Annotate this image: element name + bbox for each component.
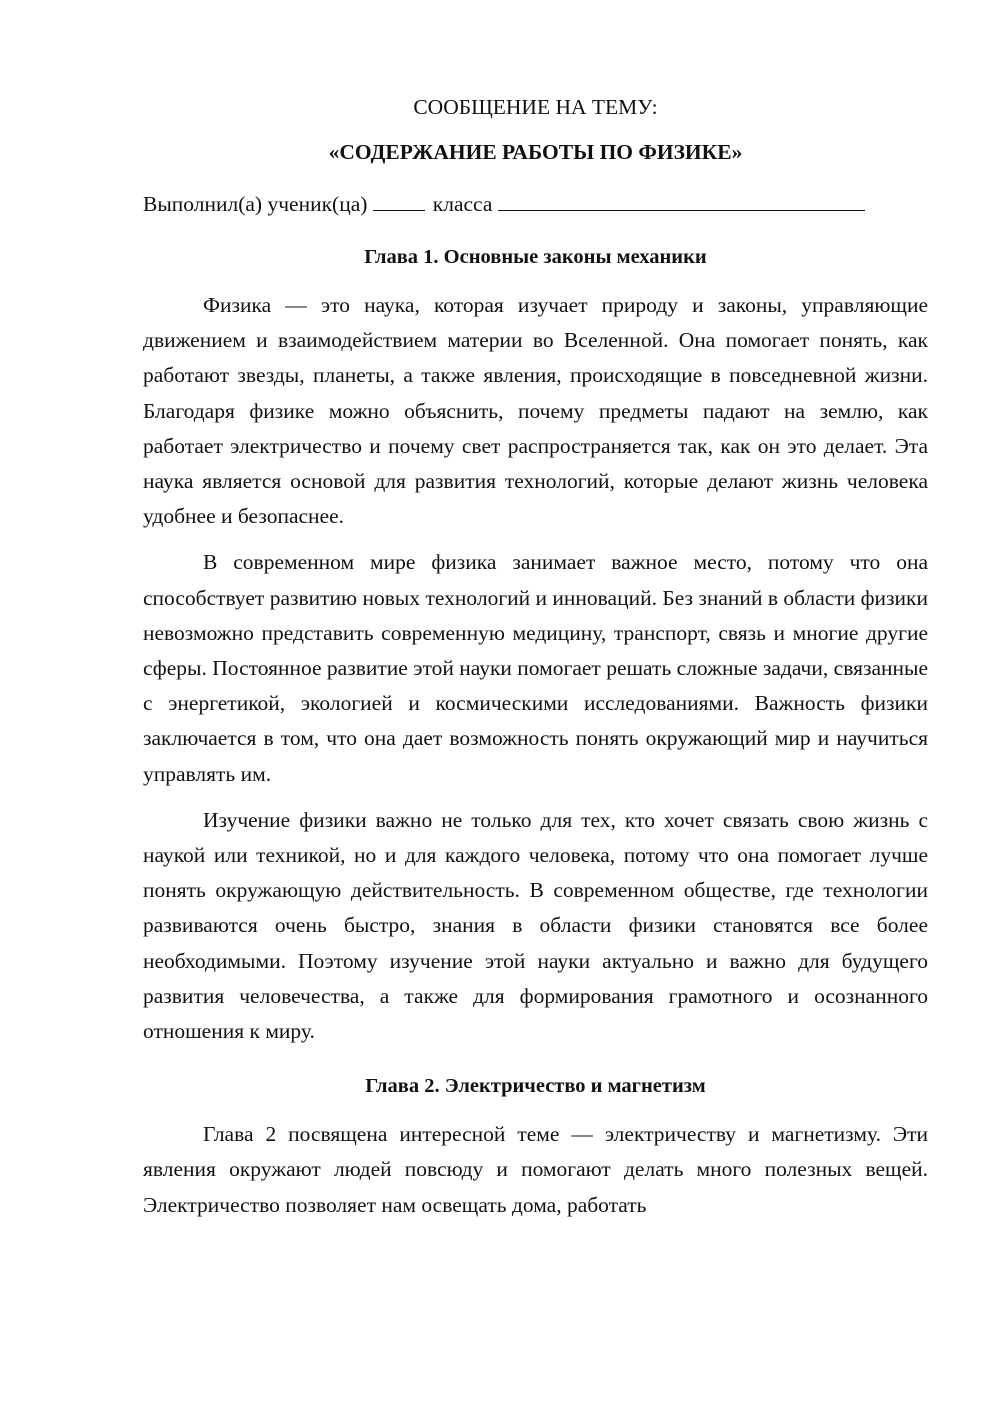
class-blank-field — [373, 190, 425, 211]
chapter-1-paragraph-2: В современном мире физика занимает важное место, потому что она способствует развитию новых технологий и инноваций. Без знаний в области физики невозможно представить современную медицину, транспорт, связь и многие другие сферы. Постоянное развитие этой науки помогает решать сложные задачи, связанные с энергетикой, экологией и космическими исследованиями. Важность физики заключается в том, что она дает возможность понять окружающий мир и научиться управлять им. — [143, 550, 928, 786]
chapter-1-paragraph-1: Физика — это наука, которая изучает природу и законы, управляющие движением и взаимодействием материи во Вселенной. Она помогает понять, как работают звезды, планеты, а также явления, происходящие в повседневной жизни. Благодаря физике можно объяснить, почему предметы падают на землю, как работает электричество и почему свет распространяется так, как он это делает. Эта наука является основой для развития технологий, которые делают жизнь человека удобнее и безопаснее. — [143, 293, 928, 529]
name-blank-field — [498, 190, 865, 211]
chapter-2-title: Глава 2. Электричество и магнетизм — [365, 1075, 706, 1098]
author-prefix: Выполнил(а) ученик(ца) — [143, 192, 368, 216]
document-subtitle: «СОДЕРЖАНИЕ РАБОТЫ ПО ФИЗИКЕ» — [328, 140, 743, 164]
author-line — [143, 189, 928, 219]
chapter-1-paragraph-3: Изучение физики важно не только для тех, кто хочет связать свою жизнь с наукой или техникой, но и для каждого человека, потому что она помогает лучше понять окружающую действительность. В современном обществе, где технологии развиваются очень быстро, знания в области физики становятся все более необходимыми. Поэтому изучение этой науки актуально и важно для будущего развития человечества, а также для формирования грамотного и осознанного отношения к миру. — [143, 807, 928, 1044]
document-title: СООБЩЕНИЕ НА ТЕМУ: — [413, 95, 658, 119]
author-class-label: класса — [432, 192, 493, 216]
chapter-2-paragraph-1: Глава 2 посвящена интересной теме — электричеству и магнетизму. Эти явления окружают людей повсюду и помогают делать много полезных вещей. Электричество позволяет нам освещать дома, работать — [143, 1122, 928, 1217]
chapter-1-title: Глава 1. Основные законы механики — [364, 246, 707, 268]
